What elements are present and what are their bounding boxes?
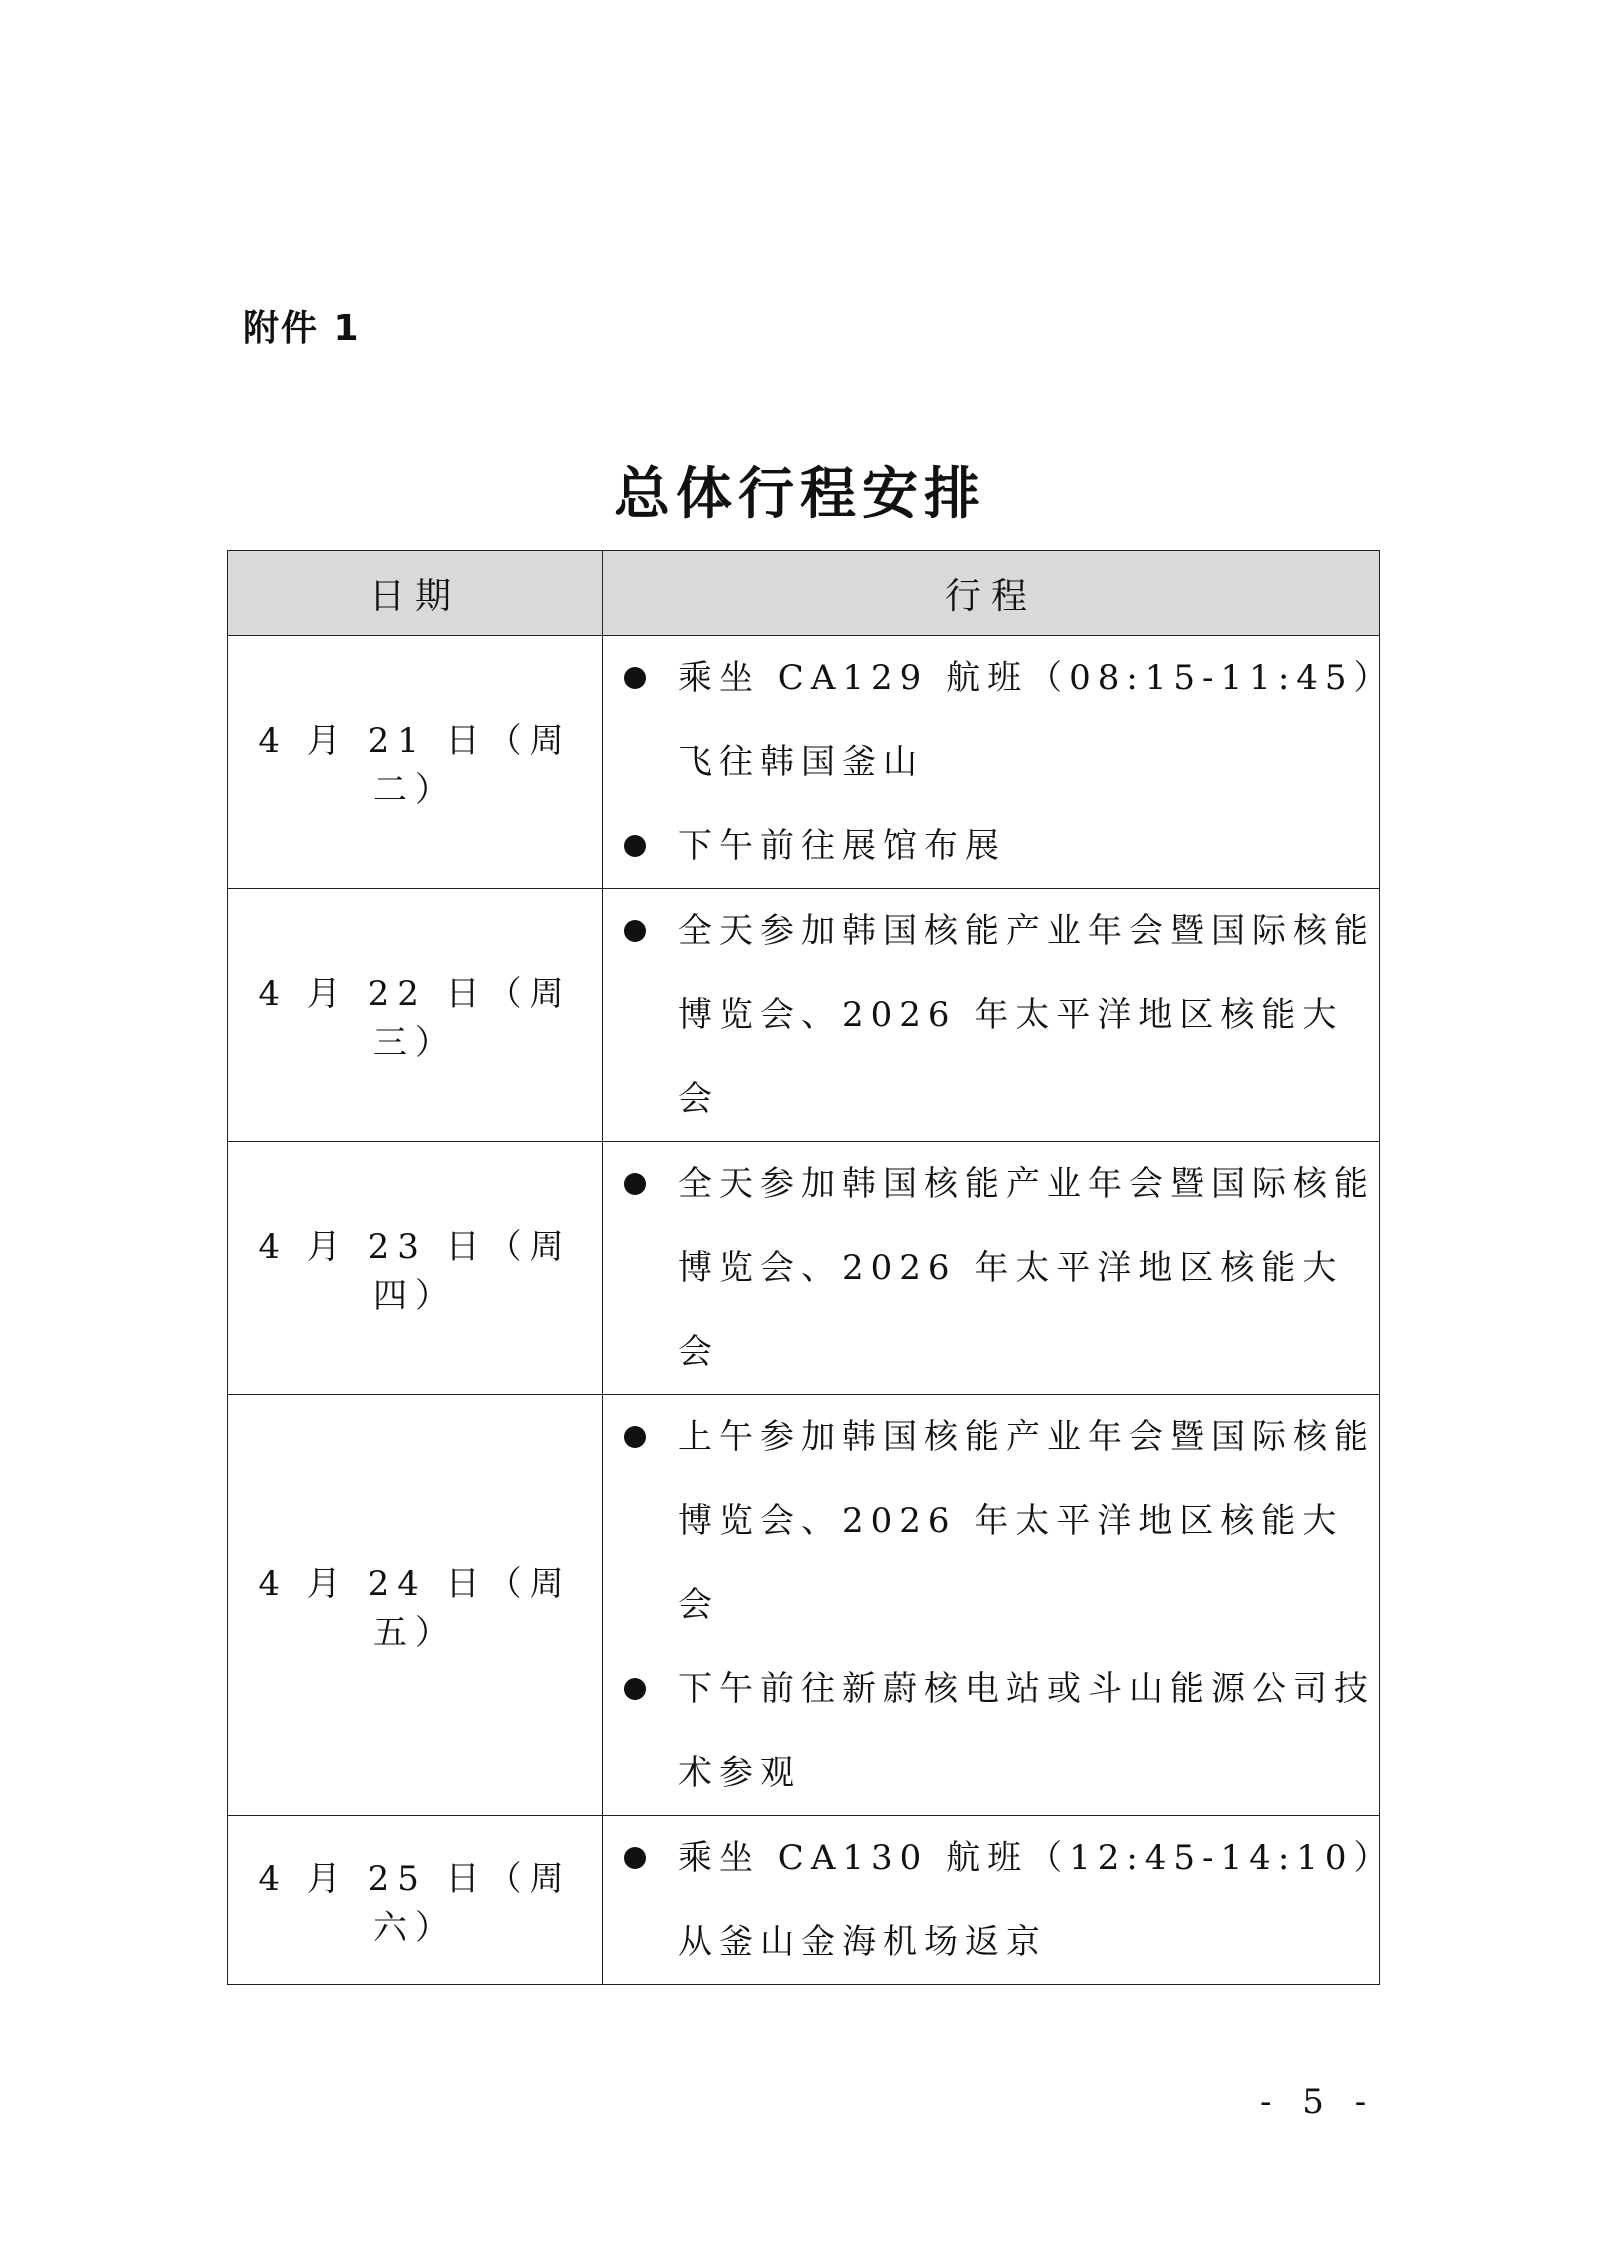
itinerary-item bbox=[603, 804, 1379, 888]
date-cell: 4 月 25 日（周六） bbox=[228, 1816, 603, 1985]
itinerary-text: 上午参加韩国核能产业年会暨国际核能博览会、2026 年太平洋地区核能大会 bbox=[678, 1417, 1375, 1625]
date-cell: 4 月 21 日（周二） bbox=[228, 636, 603, 889]
itinerary-text: 乘坐 CA130 航班（12:45-14:10）从釜山金海机场返京 bbox=[678, 1838, 1378, 1962]
table-row bbox=[228, 1142, 1380, 1395]
header-itinerary: 行程 bbox=[603, 551, 1380, 636]
itinerary-cell bbox=[603, 1395, 1380, 1816]
bullet-icon bbox=[624, 667, 646, 689]
itinerary-item bbox=[603, 1647, 1379, 1815]
itinerary-cell bbox=[603, 1142, 1380, 1395]
bullet-icon bbox=[624, 835, 646, 857]
date-cell: 4 月 24 日（周五） bbox=[228, 1395, 603, 1816]
itinerary-item bbox=[603, 1142, 1379, 1394]
itinerary-item bbox=[603, 636, 1379, 804]
itinerary-text: 下午前往新蔚核电站或斗山能源公司技术参观 bbox=[678, 1669, 1375, 1793]
table-row bbox=[228, 889, 1380, 1142]
document-title: 总体行程安排 bbox=[614, 462, 986, 527]
itinerary-text: 下午前往展馆布展 bbox=[678, 826, 1006, 866]
itinerary-text: 乘坐 CA129 航班（08:15-11:45）飞往韩国釜山 bbox=[678, 658, 1378, 782]
table-row bbox=[228, 1395, 1380, 1816]
bullet-icon bbox=[624, 1678, 646, 1700]
itinerary-cell bbox=[603, 1816, 1380, 1985]
itinerary-text: 全天参加韩国核能产业年会暨国际核能博览会、2026 年太平洋地区核能大会 bbox=[678, 911, 1375, 1119]
itinerary-text: 全天参加韩国核能产业年会暨国际核能博览会、2026 年太平洋地区核能大会 bbox=[678, 1164, 1375, 1372]
bullet-icon bbox=[624, 1847, 646, 1869]
table-header-row bbox=[228, 551, 1380, 636]
bullet-icon bbox=[624, 920, 646, 942]
table-row bbox=[228, 636, 1380, 889]
itinerary-cell bbox=[603, 889, 1380, 1142]
itinerary-cell bbox=[603, 636, 1380, 889]
page-number: - 5 - bbox=[1260, 2082, 1377, 2122]
date-cell: 4 月 23 日（周四） bbox=[228, 1142, 603, 1395]
itinerary-item bbox=[603, 889, 1379, 1141]
attachment-label: 附件 1 bbox=[243, 308, 361, 349]
itinerary-table bbox=[227, 550, 1380, 1985]
bullet-icon bbox=[624, 1173, 646, 1195]
header-date: 日期 bbox=[228, 551, 603, 636]
date-cell: 4 月 22 日（周三） bbox=[228, 889, 603, 1142]
table-row bbox=[228, 1816, 1380, 1985]
itinerary-item bbox=[603, 1816, 1379, 1984]
bullet-icon bbox=[624, 1426, 646, 1448]
itinerary-item bbox=[603, 1395, 1379, 1647]
